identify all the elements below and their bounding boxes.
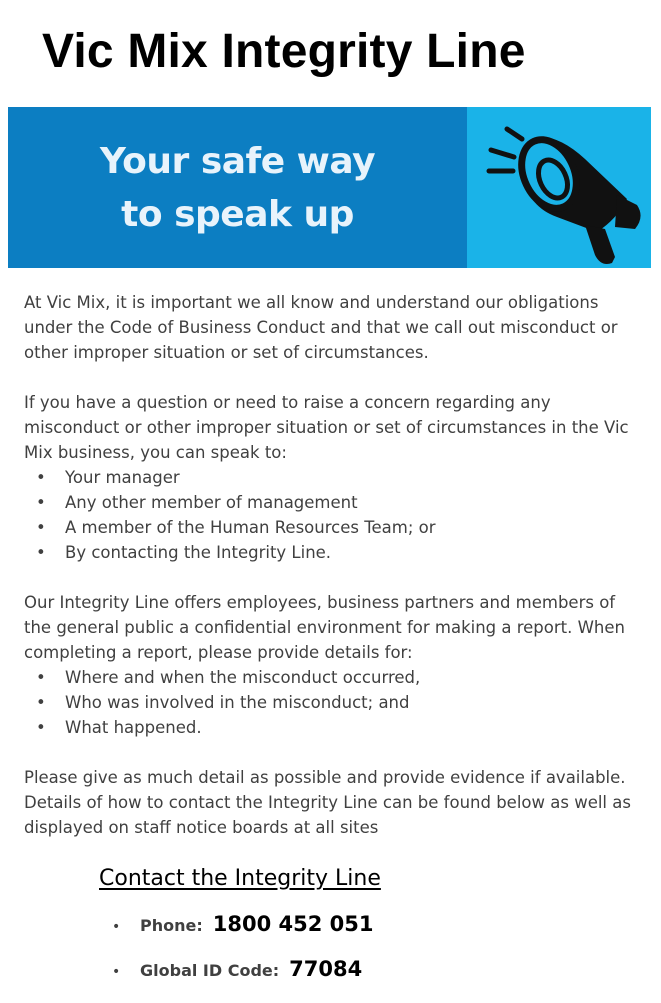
banner-slogan <box>8 135 467 241</box>
banner-slogan-line2: to speak up <box>121 194 354 235</box>
banner <box>8 107 651 268</box>
page-title: Vic Mix Integrity Line <box>42 25 526 78</box>
list-item: • What happened. <box>36 718 202 737</box>
list-item: • By contacting the Integrity Line. <box>36 543 332 562</box>
list-item: • Your manager <box>36 468 180 487</box>
phone-row: • Phone: 1800 452 051 <box>112 912 374 936</box>
phone-number[interactable]: 1800 452 051 <box>212 912 374 936</box>
intro-paragraph: At Vic Mix, it is important we all know and understand our obligations under the Code of Business Conduct and that we call out misconduct or other improper situation or set of circumstances. <box>24 293 618 362</box>
report-paragraph: Our Integrity Line offers employees, business partners and members of the general public a confidential environment for making a report. When completing a report, please provide details for: <box>24 593 626 662</box>
list-item: • Any other member of management <box>36 493 358 512</box>
body-text <box>24 290 644 840</box>
megaphone-icon <box>467 107 651 268</box>
speak-to-paragraph: If you have a question or need to raise a concern regarding any misconduct or other improper situation or set of circumstances in the Vic Mix business, you can speak to: <box>24 393 629 462</box>
details-list <box>24 665 644 740</box>
global-id-label: Global ID Code: <box>140 961 280 980</box>
list-item: • Where and when the misconduct occurred, <box>36 668 421 687</box>
banner-text-panel <box>8 107 467 268</box>
speak-to-list <box>24 465 644 565</box>
contact-heading: Contact the Integrity Line <box>99 866 381 891</box>
list-item: • Who was involved in the misconduct; and <box>36 693 410 712</box>
global-id-row: • Global ID Code: 77084 <box>112 957 363 981</box>
banner-icon-panel <box>467 107 651 268</box>
evidence-paragraph: Please give as much detail as possible and provide evidence if available. Details of how to contact the Integrity Line can be found below as well as displayed on staff notice boards at all sites <box>24 768 631 837</box>
list-item: • A member of the Human Resources Team; or <box>36 518 436 537</box>
phone-label: Phone: <box>140 916 203 935</box>
banner-slogan-line1: Your safe way <box>99 141 376 182</box>
global-id-code: 77084 <box>289 957 363 981</box>
